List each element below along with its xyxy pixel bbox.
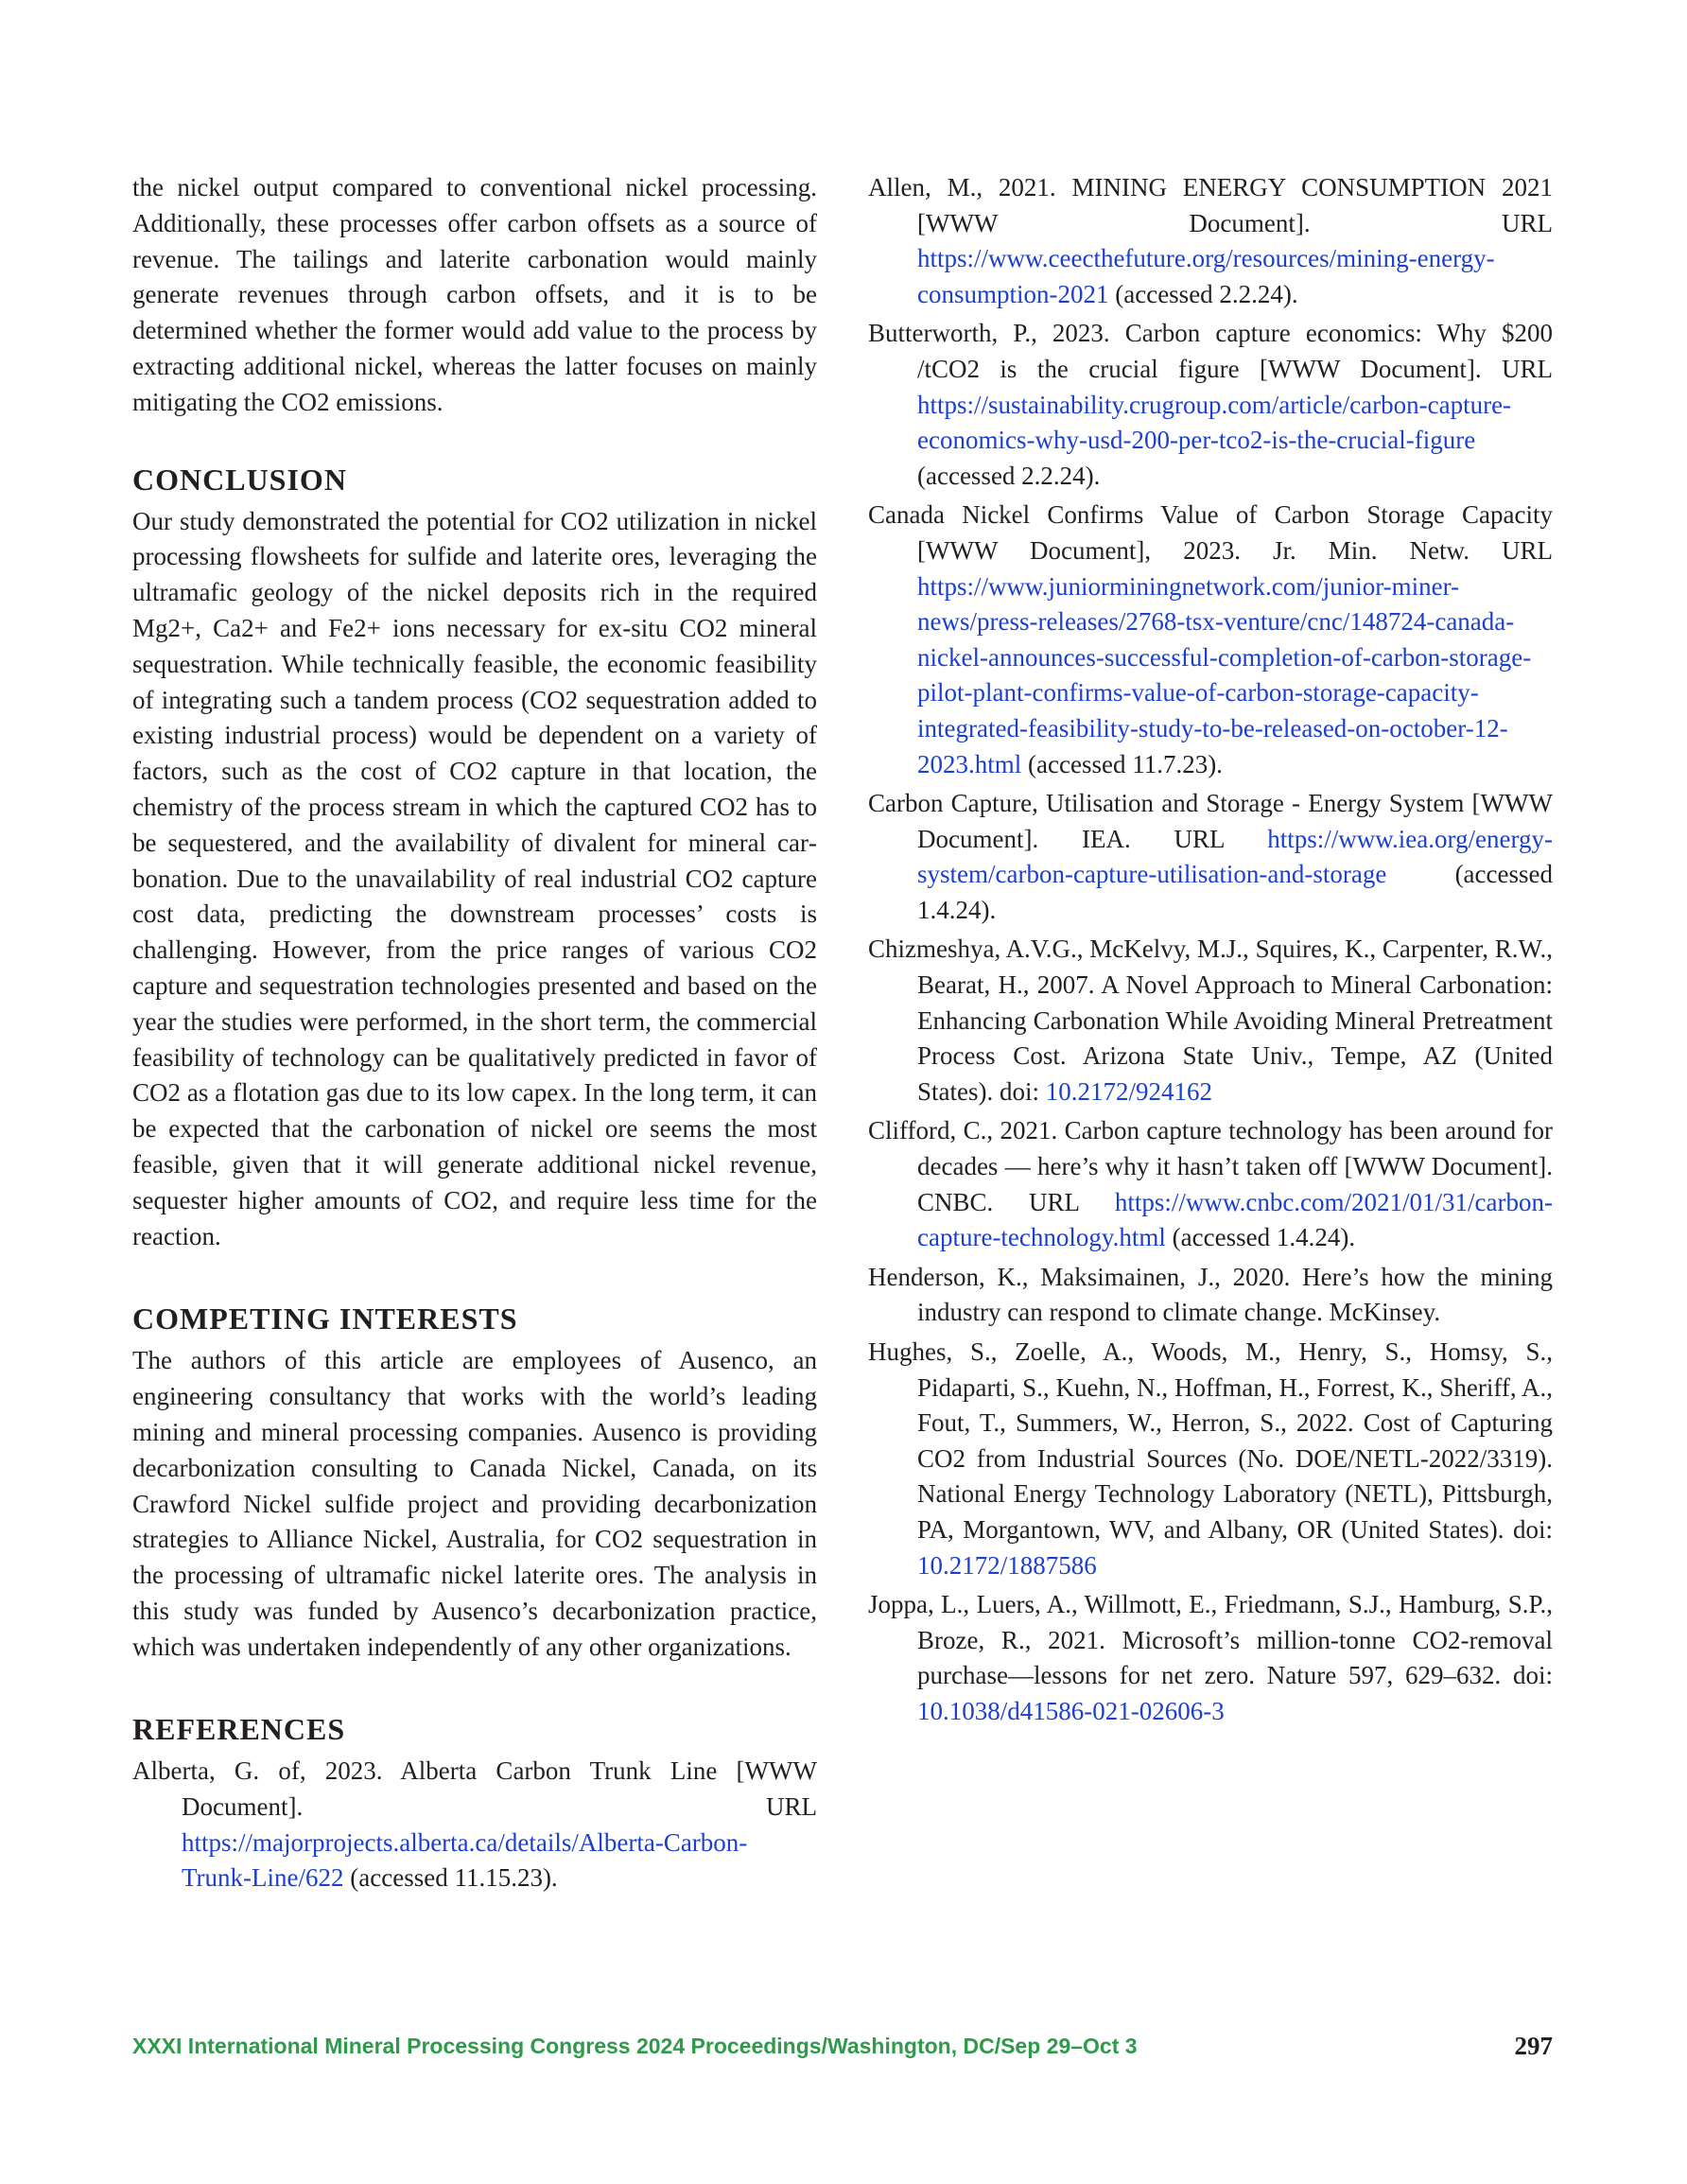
reference-text: Clifford, C., 2021. Carbon capture technology has been around for decades — here’s why it hasn’t taken off [WWW Document]. CNBC. URL xyxy=(868,1116,1553,1216)
reference-text: Canada Nickel Confirms Value of Carbon Storage Capacity [WWW Document], 2023. Jr. Min. Netw. URL xyxy=(868,500,1553,565)
reference-link[interactable]: 10.1038/d41586-021-02606-3 xyxy=(917,1696,1225,1725)
reference-text: Chizmeshya, A.V.G., McKelvy, M.J., Squires, K., Carpenter, R.W., Bearat, H., 2007. A Novel Approach to Mineral Carbonation: Enhancing Carbonation While Avoiding Mineral Pretreatment Process Cost. Arizona State Univ., Tempe, AZ (United States). doi: xyxy=(868,935,1553,1106)
reference-entry xyxy=(868,316,1553,494)
reference-entry xyxy=(868,1260,1553,1331)
reference-text: Carbon Capture, Utilisation and Storage - Energy System [WWW Document]. IEA. URL xyxy=(868,789,1553,853)
reference-link[interactable]: https://www.cnbc.com/2021/01/31/carbon-capture-technology.html xyxy=(917,1187,1553,1252)
reference-link[interactable]: 10.2172/924162 xyxy=(1045,1076,1213,1106)
reference-tail: (accessed 2.2.24). xyxy=(1108,279,1298,308)
page-number: 297 xyxy=(1514,2032,1553,2060)
reference-text: Butterworth, P., 2023. Carbon capture economics: Why $200 /tCO2 is the crucial figure [WWW Document]. URL xyxy=(868,319,1553,383)
reference-link[interactable]: https://www.juniorminingnetwork.com/junior-miner-news/press-releases/2768-tsx-venture/cnc/148724-canada-nickel-announces-successful-completion-of-carbon-storage-pilot-plant-confirms-value-of-carbon-storage-capacity-integrated-feasibility-study-to-be-released-on-october-12-2023.html xyxy=(917,571,1532,778)
reference-text: Hughes, S., Zoelle, A., Woods, M., Henry, S., Homsy, S., Pidaparti, S., Kuehn, N., Hoffman, H., Forrest, K., Sheriff, A., Fout, T., Summers, W., Herron, S., 2022. Cost of Capturing CO2 from Industrial Sources (No. DOE/NETL-2022/3319). National Energy Technology Laboratory (NETL), Pittsburgh, PA, Morgantown, WV, and Albany, OR (United States). doi: xyxy=(868,1337,1553,1544)
reference-tail: (accessed 1.4.24). xyxy=(917,860,1553,924)
reference-link[interactable]: https://www.iea.org/energy-system/carbon-capture-utilisation-and-storage xyxy=(917,824,1553,889)
conclusion-heading: CONCLUSION xyxy=(132,462,347,497)
reference-tail: (accessed 1.4.24). xyxy=(1165,1223,1356,1252)
reference-entry xyxy=(868,1335,1553,1583)
conference-footer: XXXI International Mineral Processing Congress 2024 Proceedings/Washington, DC/Sep 29–Oct 3 xyxy=(132,2034,1138,2058)
reference-link[interactable]: 10.2172/1887586 xyxy=(917,1550,1097,1580)
reference-entry xyxy=(132,1754,817,1896)
reference-link[interactable]: https://majorprojects.alberta.ca/details/Alberta-Carbon-Trunk-Line/622 xyxy=(182,1827,748,1893)
reference-link[interactable]: https://www.ceecthefuture.org/resources/mining-energy-consumption-2021 xyxy=(917,244,1495,308)
reference-text: Henderson, K., Maksimainen, J., 2020. Here’s how the mining industry can respond to climate change. McKinsey. xyxy=(868,1262,1553,1327)
left-column xyxy=(132,170,817,1900)
reference-entry xyxy=(868,786,1553,928)
intro-paragraph: the nickel output compared to conventional nickel processing. Additionally, these processes offer carbon offsets as a source of revenue. The tailings and laterite carbonation would mainly generate revenues through carbon offsets, and it is to be determined whether the former would add value to the process by extracting additional nickel, whereas the latter focuses on mainly mitigating the CO2 emissions. xyxy=(132,173,817,416)
right-column xyxy=(868,170,1553,1734)
reference-text: Joppa, L., Luers, A., Willmott, E., Friedmann, S.J., Hamburg, S.P., Broze, R., 2021. Microsoft’s million-tonne CO2-removal purchase—lessons for net zero. Nature 597, 629–632. doi: xyxy=(868,1590,1553,1690)
reference-text: Alberta, G. of, 2023. Alberta Carbon Trunk Line [WWW Document]. URL xyxy=(132,1756,817,1822)
reference-tail: (accessed 11.7.23). xyxy=(1021,749,1223,778)
reference-tail: (accessed 11.15.23). xyxy=(343,1863,558,1893)
reference-entry xyxy=(868,932,1553,1109)
reference-entry xyxy=(868,1587,1553,1729)
reference-entry xyxy=(868,1113,1553,1255)
references-heading: REFERENCES xyxy=(132,1712,346,1747)
reference-tail: (accessed 2.2.24). xyxy=(917,461,1101,490)
reference-link[interactable]: https://sustainability.crugroup.com/article/carbon-capture-economics-why-usd-200-per-tco2-is-the-crucial-figure xyxy=(917,390,1512,455)
reference-entry xyxy=(868,170,1553,312)
competing-interests-heading: COMPETING INTERESTS xyxy=(132,1302,518,1337)
reference-entry xyxy=(868,498,1553,782)
reference-text: Allen, M., 2021. MINING ENERGY CONSUMPTION 2021 [WWW Document]. URL xyxy=(868,173,1553,237)
competing-interests-paragraph: The authors of this article are employees of Ausenco, an engineering consultancy that works with the world’s leading mining and mineral processing companies. Ausenco is providing decarbonization consulting to Canada Nickel, Canada, on its Crawford Nickel sulfide project and providing decarbonization strategies to Alliance Nickel, Australia, for CO2 sequestration in the processing of ultramafic nickel laterite ores. The analysis in this study was funded by Ausenco’s decarbonization practice, which was undertaken independently of any other organizations. xyxy=(132,1346,817,1661)
conclusion-paragraph: Our study demonstrated the potential for CO2 utilization in nickel processing flowsheets for sulfide and laterite ores, leveraging the ultramafic geology of the nickel deposits rich in the required Mg2+, Ca2+ and Fe2+ ions necessary for ex-situ CO2 mineral sequestration. While technically feasible, the economic feasibility of integrating such a tandem process (CO2 sequestration added to existing industrial process) would be dependent on a variety of factors, such as the cost of CO2 capture in that location, the chemistry of the process stream in which the captured CO2 has to be sequestered, and the availability of divalent for mineral carbonation. Due to the unavailability of real industrial CO2 capture cost data, predicting the downstream processes’ costs is challenging. However, from the price ranges of various CO2 capture and sequestration technologies presented and based on the year the studies were performed, in the short term, the commercial feasibility of technology can be qualitatively predicted in favor of CO2 as a flotation gas due to its low capex. In the long term, it can be expected that the carbonation of nickel ore seems the most feasible, given that it will generate additional nickel revenue, sequester higher amounts of CO2, and require less time for the reaction. xyxy=(132,506,817,1250)
